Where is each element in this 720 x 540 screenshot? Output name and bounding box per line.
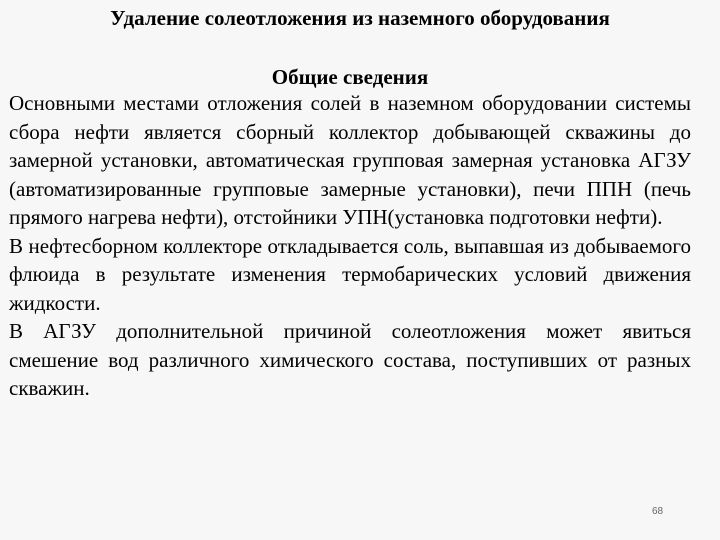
page-number: 68 [652,506,664,517]
paragraph: В АГЗУ дополнительной причиной солеотложения может явиться смешение вод различного химического состава, поступивших от разных скважин. [9,319,691,400]
paragraph: В нефтесборном коллекторе откладывается соль, выпавшая из добываемого флюида в результате изменения термобарических условий движения жидкости. [9,233,691,315]
body-text [9,89,691,403]
section-subtitle: Общие сведения [271,65,429,89]
paragraph: Основными местами отложения солей в наземном оборудовании системы сбора нефти является сборный коллектор добывающей скважины до замерной установки, автоматическая групповая замерная установка АГЗУ (автоматизированные групповые замерные установки), печи ППН (печь прямого нагрева нефти), отстойники УПН(установка подготовки нефти). [9,91,691,229]
slide-title: Удаление солеотложения из наземного оборудования [110,6,610,30]
